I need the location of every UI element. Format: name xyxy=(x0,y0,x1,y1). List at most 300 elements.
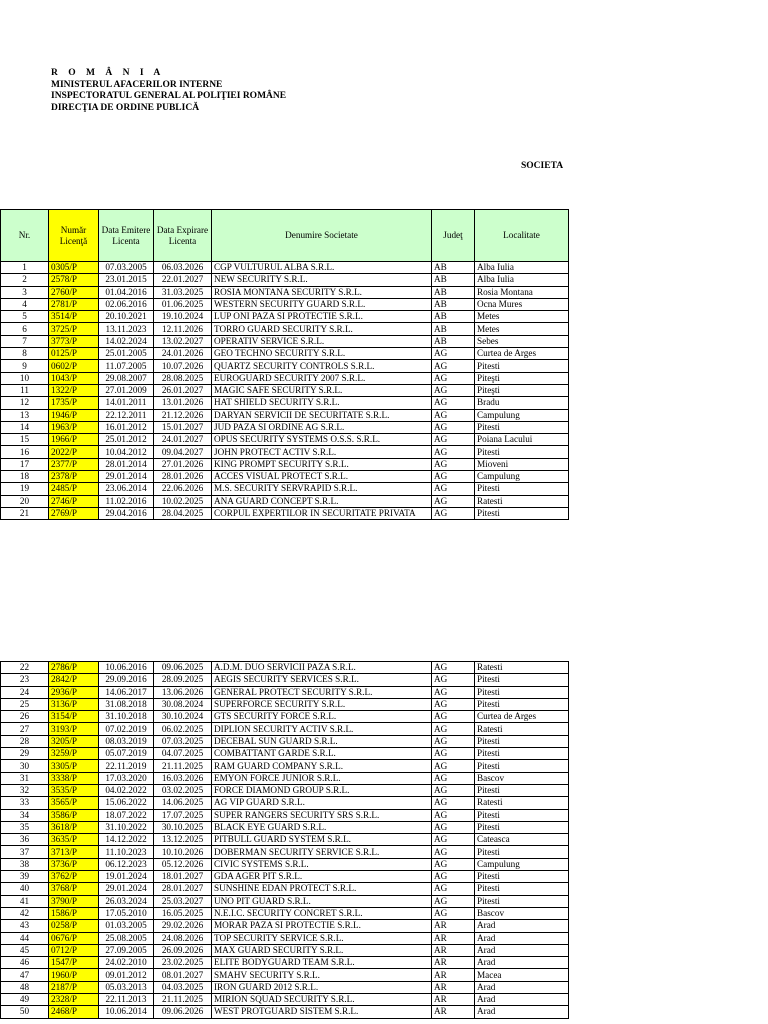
cell-issue-date: 14.12.2022 xyxy=(99,834,154,846)
cell-expiry-date: 13.02.2027 xyxy=(154,335,212,347)
cell-issue-date: 11.02.2016 xyxy=(99,495,154,507)
cell-company-name: DARYAN SERVICII DE SECURITATE S.R.L. xyxy=(212,409,432,421)
cell-issue-date: 31.10.2018 xyxy=(99,711,154,723)
cell-issue-date: 14.06.2017 xyxy=(99,686,154,698)
cell-locality: Alba Iulia xyxy=(475,274,569,286)
cell-county: AG xyxy=(432,711,475,723)
cell-issue-date: 11.10.2023 xyxy=(99,846,154,858)
cell-license-number: 3535/P xyxy=(49,784,99,796)
table-row xyxy=(1,698,569,710)
cell-expiry-date: 19.10.2024 xyxy=(154,311,212,323)
cell-expiry-date: 21.12.2026 xyxy=(154,409,212,421)
cell-license-number: 3259/P xyxy=(49,748,99,760)
cell-locality: Pitesti xyxy=(475,784,569,796)
cell-company-name: MAX GUARD SECURITY S.R.L. xyxy=(212,944,432,956)
cell-nr: 24 xyxy=(1,686,49,698)
cell-locality: Ratesti xyxy=(475,723,569,735)
cell-county: AG xyxy=(432,735,475,747)
cell-county: AG xyxy=(432,698,475,710)
cell-company-name: CORPUL EXPERTILOR IN SECURITATE PRIVATA xyxy=(212,507,432,519)
cell-county: AG xyxy=(432,372,475,384)
table-row xyxy=(1,348,569,360)
cell-locality: Pitesti xyxy=(475,871,569,883)
cell-county: AG xyxy=(432,858,475,870)
cell-company-name: AG VIP GUARD S.R.L. xyxy=(212,797,432,809)
header-locality: Localitate xyxy=(475,210,569,262)
cell-nr: 42 xyxy=(1,907,49,919)
cell-issue-date: 22.12.2011 xyxy=(99,409,154,421)
cell-license-number: 0602/P xyxy=(49,360,99,372)
inspectorate-title: INSPECTORATUL GENERAL AL POLIŢIEI ROMÂNE xyxy=(51,91,287,101)
cell-nr: 46 xyxy=(1,957,49,969)
cell-locality: Pitesti xyxy=(475,698,569,710)
cell-nr: 10 xyxy=(1,372,49,384)
header-nr: Nr. xyxy=(1,210,49,262)
directorate-title: DIRECŢIA DE ORDINE PUBLICĂ xyxy=(51,102,200,113)
cell-expiry-date: 16.03.2026 xyxy=(154,772,212,784)
cell-issue-date: 14.01.2011 xyxy=(99,397,154,409)
cell-nr: 43 xyxy=(1,920,49,932)
cell-nr: 38 xyxy=(1,858,49,870)
cell-license-number: 3618/P xyxy=(49,821,99,833)
cell-county: AG xyxy=(432,809,475,821)
cell-locality: Pitesti xyxy=(475,686,569,698)
cell-nr: 3 xyxy=(1,286,49,298)
cell-locality: Pitesti xyxy=(475,507,569,519)
cell-county: AB xyxy=(432,262,475,274)
cell-county: AR xyxy=(432,1006,475,1018)
cell-issue-date: 31.10.2022 xyxy=(99,821,154,833)
cell-county: AG xyxy=(432,883,475,895)
table-row xyxy=(1,397,569,409)
cell-company-name: M.S. SECURITY SERVRAPID S.R.L. xyxy=(212,483,432,495)
cell-license-number: 3725/P xyxy=(49,323,99,335)
cell-expiry-date: 31.03.2025 xyxy=(154,286,212,298)
cell-locality: Ratesti xyxy=(475,662,569,674)
cell-issue-date: 22.11.2019 xyxy=(99,760,154,772)
cell-license-number: 0258/P xyxy=(49,920,99,932)
cell-issue-date: 29.04.2016 xyxy=(99,507,154,519)
cell-company-name: KING PROMPT SECURITY S.R.L. xyxy=(212,458,432,470)
cell-issue-date: 08.03.2019 xyxy=(99,735,154,747)
table-row xyxy=(1,483,569,495)
table-row xyxy=(1,274,569,286)
cell-license-number: 2022/P xyxy=(49,446,99,458)
table-row xyxy=(1,298,569,310)
table-row xyxy=(1,323,569,335)
table-row xyxy=(1,883,569,895)
cell-county: AG xyxy=(432,674,475,686)
cell-expiry-date: 28.04.2025 xyxy=(154,507,212,519)
cell-expiry-date: 24.01.2027 xyxy=(154,434,212,446)
cell-company-name: HAT SHIELD SECURITY S.R.L. xyxy=(212,397,432,409)
cell-county: AG xyxy=(432,507,475,519)
cell-county: AG xyxy=(432,446,475,458)
cell-expiry-date: 04.07.2025 xyxy=(154,748,212,760)
cell-license-number: 2781/P xyxy=(49,298,99,310)
cell-license-number: 0712/P xyxy=(49,944,99,956)
cell-county: AG xyxy=(432,895,475,907)
cell-nr: 26 xyxy=(1,711,49,723)
cell-locality: Pitesti xyxy=(475,821,569,833)
cell-company-name: COMBATTANT GARDE S.R.L. xyxy=(212,748,432,760)
cell-license-number: 1966/P xyxy=(49,434,99,446)
table-row xyxy=(1,784,569,796)
cell-county: AG xyxy=(432,748,475,760)
cell-locality: Mioveni xyxy=(475,458,569,470)
cell-locality: Pitesti xyxy=(475,760,569,772)
cell-nr: 25 xyxy=(1,698,49,710)
cell-issue-date: 10.06.2016 xyxy=(99,662,154,674)
cell-expiry-date: 24.08.2026 xyxy=(154,932,212,944)
cell-county: AG xyxy=(432,907,475,919)
cell-company-name: QUARTZ SECURITY CONTROLS S.R.L. xyxy=(212,360,432,372)
cell-county: AG xyxy=(432,797,475,809)
table-row xyxy=(1,981,569,993)
cell-locality: Pitesti xyxy=(475,735,569,747)
table-header-row xyxy=(1,210,569,262)
cell-locality: Arad xyxy=(475,920,569,932)
cell-county: AR xyxy=(432,957,475,969)
header-issue-date: Data Emitere Licenta xyxy=(99,210,154,262)
table-row xyxy=(1,723,569,735)
cell-company-name: AEGIS SECURITY SERVICES S.R.L. xyxy=(212,674,432,686)
cell-issue-date: 05.07.2019 xyxy=(99,748,154,760)
cell-expiry-date: 30.10.2024 xyxy=(154,711,212,723)
cell-county: AR xyxy=(432,920,475,932)
table-row xyxy=(1,662,569,674)
cell-company-name: GEO TECHNO SECURITY S.R.L. xyxy=(212,348,432,360)
cell-license-number: 1043/P xyxy=(49,372,99,384)
cell-expiry-date: 09.06.2026 xyxy=(154,1006,212,1018)
cell-county: AB xyxy=(432,311,475,323)
cell-expiry-date: 21.11.2025 xyxy=(154,760,212,772)
cell-nr: 30 xyxy=(1,760,49,772)
cell-nr: 4 xyxy=(1,298,49,310)
table-row xyxy=(1,311,569,323)
cell-expiry-date: 18.01.2027 xyxy=(154,871,212,883)
cell-locality: Rosia Montana xyxy=(475,286,569,298)
cell-county: AR xyxy=(432,944,475,956)
cell-nr: 33 xyxy=(1,797,49,809)
cell-nr: 39 xyxy=(1,871,49,883)
cell-locality: Piteşti xyxy=(475,372,569,384)
table-row xyxy=(1,858,569,870)
cell-nr: 36 xyxy=(1,834,49,846)
cell-expiry-date: 09.04.2027 xyxy=(154,446,212,458)
cell-locality: Pitesti xyxy=(475,360,569,372)
table-row xyxy=(1,507,569,519)
cell-company-name: ANA GUARD CONCEPT S.R.L. xyxy=(212,495,432,507)
cell-nr: 23 xyxy=(1,674,49,686)
cell-county: AG xyxy=(432,495,475,507)
cell-company-name: GDA AGER PIT S.R.L. xyxy=(212,871,432,883)
cell-issue-date: 09.01.2012 xyxy=(99,969,154,981)
cell-expiry-date: 26.09.2026 xyxy=(154,944,212,956)
cell-company-name: GTS SECURITY FORCE S.R.L. xyxy=(212,711,432,723)
cell-nr: 7 xyxy=(1,335,49,347)
cell-nr: 35 xyxy=(1,821,49,833)
cell-issue-date: 28.01.2014 xyxy=(99,458,154,470)
cell-nr: 37 xyxy=(1,846,49,858)
cell-expiry-date: 05.12.2026 xyxy=(154,858,212,870)
cell-license-number: 0305/P xyxy=(49,262,99,274)
cell-issue-date: 17.03.2020 xyxy=(99,772,154,784)
cell-company-name: JUD PAZA SI ORDINE AG S.R.L. xyxy=(212,421,432,433)
table-row xyxy=(1,834,569,846)
table-row xyxy=(1,458,569,470)
table-row xyxy=(1,994,569,1006)
cell-company-name: TOP SECURITY SERVICE S.R.L. xyxy=(212,932,432,944)
table-row xyxy=(1,711,569,723)
table-row xyxy=(1,760,569,772)
cell-expiry-date: 06.02.2025 xyxy=(154,723,212,735)
cell-license-number: 2468/P xyxy=(49,1006,99,1018)
cell-nr: 49 xyxy=(1,994,49,1006)
cell-issue-date: 15.06.2022 xyxy=(99,797,154,809)
cell-company-name: MORAR PAZA SI PROTECTIE S.R.L. xyxy=(212,920,432,932)
cell-company-name: ELITE BODYGUARD TEAM S.R.L. xyxy=(212,957,432,969)
cell-license-number: 2377/P xyxy=(49,458,99,470)
table-row xyxy=(1,471,569,483)
cell-license-number: 2936/P xyxy=(49,686,99,698)
cell-issue-date: 25.01.2005 xyxy=(99,348,154,360)
cell-license-number: 2328/P xyxy=(49,994,99,1006)
cell-issue-date: 18.07.2022 xyxy=(99,809,154,821)
cell-company-name: A.D.M. DUO SERVICII PAZA S.R.L. xyxy=(212,662,432,674)
cell-issue-date: 25.01.2012 xyxy=(99,434,154,446)
cell-nr: 6 xyxy=(1,323,49,335)
table-row xyxy=(1,1006,569,1018)
cell-nr: 1 xyxy=(1,262,49,274)
cell-nr: 15 xyxy=(1,434,49,446)
cell-company-name: ACCES VISUAL PROTECT S.R.L. xyxy=(212,471,432,483)
cell-locality: Arad xyxy=(475,957,569,969)
cell-issue-date: 23.01.2015 xyxy=(99,274,154,286)
cell-county: AG xyxy=(432,409,475,421)
document-header xyxy=(51,68,286,114)
cell-license-number: 3790/P xyxy=(49,895,99,907)
cell-nr: 2 xyxy=(1,274,49,286)
cell-locality: Ratesti xyxy=(475,495,569,507)
table-row xyxy=(1,797,569,809)
table-row xyxy=(1,969,569,981)
cell-nr: 47 xyxy=(1,969,49,981)
cell-issue-date: 26.03.2024 xyxy=(99,895,154,907)
cell-nr: 5 xyxy=(1,311,49,323)
cell-expiry-date: 28.01.2026 xyxy=(154,471,212,483)
cell-county: AG xyxy=(432,483,475,495)
table-row xyxy=(1,446,569,458)
cell-expiry-date: 21.11.2025 xyxy=(154,994,212,1006)
table-row xyxy=(1,809,569,821)
cell-license-number: 1960/P xyxy=(49,969,99,981)
cell-locality: Pitesti xyxy=(475,483,569,495)
cell-locality: Pitesti xyxy=(475,446,569,458)
cell-county: AG xyxy=(432,434,475,446)
cell-issue-date: 10.06.2014 xyxy=(99,1006,154,1018)
cell-issue-date: 29.09.2016 xyxy=(99,674,154,686)
cell-nr: 27 xyxy=(1,723,49,735)
cell-county: AG xyxy=(432,458,475,470)
header-company-name: Denumire Societate xyxy=(212,210,432,262)
cell-nr: 34 xyxy=(1,809,49,821)
cell-nr: 11 xyxy=(1,384,49,396)
cell-county: AG xyxy=(432,686,475,698)
cell-company-name: PITBULL GUARD SYSTEM S.R.L. xyxy=(212,834,432,846)
cell-locality: Arad xyxy=(475,944,569,956)
table-row xyxy=(1,871,569,883)
cell-county: AB xyxy=(432,335,475,347)
cell-company-name: OPUS SECURITY SYSTEMS O.S.S. S.R.L. xyxy=(212,434,432,446)
cell-company-name: WESTERN SECURITY GUARD S.R.L. xyxy=(212,298,432,310)
cell-county: AB xyxy=(432,286,475,298)
cell-expiry-date: 23.02.2025 xyxy=(154,957,212,969)
cell-county: AG xyxy=(432,846,475,858)
cell-expiry-date: 03.02.2025 xyxy=(154,784,212,796)
cell-nr: 18 xyxy=(1,471,49,483)
cell-issue-date: 23.06.2014 xyxy=(99,483,154,495)
cell-county: AR xyxy=(432,994,475,1006)
cell-county: AR xyxy=(432,981,475,993)
cell-locality: Metes xyxy=(475,311,569,323)
cell-license-number: 3773/P xyxy=(49,335,99,347)
cell-license-number: 3136/P xyxy=(49,698,99,710)
table-row xyxy=(1,772,569,784)
cell-license-number: 3736/P xyxy=(49,858,99,870)
license-table-page-2 xyxy=(0,661,569,1019)
cell-county: AR xyxy=(432,969,475,981)
cell-nr: 13 xyxy=(1,409,49,421)
table-row xyxy=(1,335,569,347)
cell-license-number: 3586/P xyxy=(49,809,99,821)
cell-locality: Pitesti xyxy=(475,895,569,907)
table-row xyxy=(1,907,569,919)
cell-license-number: 3193/P xyxy=(49,723,99,735)
cell-issue-date: 25.08.2005 xyxy=(99,932,154,944)
cell-expiry-date: 13.01.2026 xyxy=(154,397,212,409)
cell-issue-date: 27.01.2009 xyxy=(99,384,154,396)
cell-nr: 45 xyxy=(1,944,49,956)
cell-license-number: 2842/P xyxy=(49,674,99,686)
cell-company-name: EMYON FORCE JUNIOR S.R.L. xyxy=(212,772,432,784)
cell-expiry-date: 27.01.2026 xyxy=(154,458,212,470)
cell-issue-date: 05.03.2013 xyxy=(99,981,154,993)
cell-issue-date: 29.08.2007 xyxy=(99,372,154,384)
cell-county: AB xyxy=(432,323,475,335)
cell-expiry-date: 17.07.2025 xyxy=(154,809,212,821)
cell-expiry-date: 10.07.2026 xyxy=(154,360,212,372)
table-row xyxy=(1,686,569,698)
cell-expiry-date: 01.06.2025 xyxy=(154,298,212,310)
cell-nr: 31 xyxy=(1,772,49,784)
cell-locality: Pitesti xyxy=(475,748,569,760)
cell-locality: Sebes xyxy=(475,335,569,347)
cell-county: AR xyxy=(432,932,475,944)
cell-locality: Arad xyxy=(475,981,569,993)
cell-issue-date: 31.08.2018 xyxy=(99,698,154,710)
section-title: SOCIETA xyxy=(521,161,564,171)
cell-locality: Arad xyxy=(475,994,569,1006)
cell-county: AG xyxy=(432,772,475,784)
cell-license-number: 3768/P xyxy=(49,883,99,895)
cell-locality: Pitesti xyxy=(475,809,569,821)
cell-locality: Pitesti xyxy=(475,674,569,686)
cell-company-name: OPERATIV SERVICE S.R.L. xyxy=(212,335,432,347)
cell-license-number: 0676/P xyxy=(49,932,99,944)
cell-nr: 28 xyxy=(1,735,49,747)
ministry-title: MINISTERUL AFACERILOR INTERNE xyxy=(51,79,223,90)
cell-locality: Curtea de Arges xyxy=(475,348,569,360)
cell-company-name: SMAHV SECURITY S.R.L. xyxy=(212,969,432,981)
country-title: R O M Â N I A xyxy=(51,68,165,78)
cell-expiry-date: 13.06.2026 xyxy=(154,686,212,698)
cell-license-number: 1547/P xyxy=(49,957,99,969)
cell-expiry-date: 28.09.2025 xyxy=(154,674,212,686)
cell-expiry-date: 26.01.2027 xyxy=(154,384,212,396)
cell-company-name: IRON GUARD 2012 S.R.L. xyxy=(212,981,432,993)
cell-locality: Campulung xyxy=(475,409,569,421)
cell-issue-date: 06.12.2023 xyxy=(99,858,154,870)
cell-issue-date: 14.02.2024 xyxy=(99,335,154,347)
cell-issue-date: 04.02.2022 xyxy=(99,784,154,796)
cell-license-number: 2187/P xyxy=(49,981,99,993)
cell-issue-date: 17.05.2010 xyxy=(99,907,154,919)
cell-issue-date: 02.06.2016 xyxy=(99,298,154,310)
cell-county: AG xyxy=(432,397,475,409)
cell-county: AG xyxy=(432,348,475,360)
cell-license-number: 2578/P xyxy=(49,274,99,286)
cell-locality: Campulung xyxy=(475,858,569,870)
table-row xyxy=(1,944,569,956)
cell-expiry-date: 22.06.2026 xyxy=(154,483,212,495)
cell-license-number: 1586/P xyxy=(49,907,99,919)
cell-company-name: CIVIC SYSTEMS S.R.L. xyxy=(212,858,432,870)
cell-issue-date: 20.10.2021 xyxy=(99,311,154,323)
cell-issue-date: 24.02.2010 xyxy=(99,957,154,969)
cell-company-name: TORRO GUARD SECURITY S.R.L. xyxy=(212,323,432,335)
cell-county: AG xyxy=(432,760,475,772)
cell-nr: 9 xyxy=(1,360,49,372)
cell-license-number: 3154/P xyxy=(49,711,99,723)
table-row xyxy=(1,409,569,421)
table-row xyxy=(1,932,569,944)
cell-locality: Arad xyxy=(475,932,569,944)
cell-company-name: DIPLION SECURITY ACTIV S.R.L. xyxy=(212,723,432,735)
cell-company-name: DECEBAL SUN GUARD S.R.L. xyxy=(212,735,432,747)
table-row xyxy=(1,920,569,932)
cell-locality: Pitesti xyxy=(475,421,569,433)
cell-issue-date: 16.01.2012 xyxy=(99,421,154,433)
cell-issue-date: 13.11.2023 xyxy=(99,323,154,335)
cell-nr: 14 xyxy=(1,421,49,433)
cell-expiry-date: 24.01.2026 xyxy=(154,348,212,360)
cell-expiry-date: 12.11.2026 xyxy=(154,323,212,335)
cell-locality: Ocna Mures xyxy=(475,298,569,310)
table-row xyxy=(1,674,569,686)
cell-license-number: 1963/P xyxy=(49,421,99,433)
cell-county: AG xyxy=(432,821,475,833)
cell-license-number: 3565/P xyxy=(49,797,99,809)
table-row xyxy=(1,495,569,507)
cell-county: AG xyxy=(432,662,475,674)
cell-company-name: N.E.I.C. SECURITY CONCRET S.R.L. xyxy=(212,907,432,919)
header-expiry-date: Data Expirare Licenta xyxy=(154,210,212,262)
cell-locality: Bascov xyxy=(475,907,569,919)
table-row xyxy=(1,372,569,384)
cell-license-number: 3635/P xyxy=(49,834,99,846)
cell-issue-date: 10.04.2012 xyxy=(99,446,154,458)
